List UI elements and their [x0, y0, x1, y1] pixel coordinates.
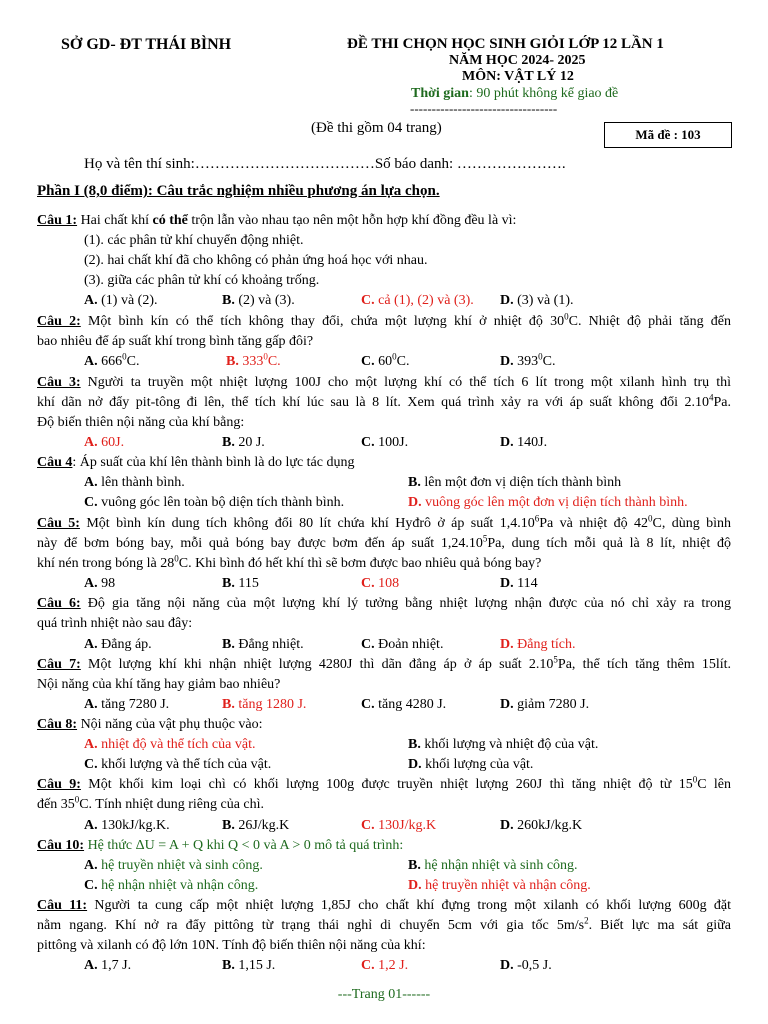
- question-9-cont: [37, 795, 731, 815]
- question-5-cont: [37, 534, 731, 554]
- q11-option-b: [222, 956, 275, 976]
- q1-option-b: [222, 291, 295, 311]
- question-text-bold: có thể: [152, 213, 188, 228]
- q10-option-b: [408, 856, 578, 876]
- question-text: Một bình kín dung tích không đổi 80 lít chứa khí Hyđrô ở áp suất 1,4.10: [79, 516, 535, 531]
- option-letter: D.: [500, 818, 514, 833]
- question-label: Câu 4: [37, 455, 73, 470]
- option-letter: A.: [84, 435, 98, 450]
- option-text: 115: [234, 576, 259, 591]
- q7-option-a: [84, 695, 169, 715]
- question-2-cont: bao nhiêu để áp suất khí trong bình tăng gấp đôi?: [37, 334, 314, 349]
- option-text: 114: [513, 576, 538, 591]
- question-text: Hai chất khí: [77, 213, 153, 228]
- option-letter: A.: [84, 737, 98, 752]
- option-text: 130J/kg.K: [374, 818, 437, 833]
- q8-option-d: [408, 755, 533, 775]
- option-letter: D.: [500, 354, 514, 369]
- page-footer: ---Trang 01------: [337, 987, 431, 1002]
- option-text: Đẳng áp.: [97, 637, 152, 652]
- question-text: nằm ngang. Khí nở ra đẩy pittông từ trạng thái nghỉ di chuyển 5cm với gia tốc 5m/s: [37, 918, 585, 933]
- question-text: Pa, dung tích mỗi quả là 8 lít, nhiệt độ: [487, 536, 731, 551]
- option-text: 60J.: [97, 435, 125, 450]
- question-text: Một bình kín có thể tích không thay đổi, chứa một lượng khí ở nhiệt độ 30: [80, 314, 565, 329]
- question-text: Một lượng khí khi nhận nhiệt lượng 4280J thì dãn đẳng áp ở áp suất 2.10: [80, 657, 554, 672]
- question-7-cont: Nội năng của khí tăng hay giảm bao nhiêu?: [37, 677, 281, 692]
- statement-2: (2). hai chất khí đã cho không có phản ứng hoá học với nhau.: [84, 253, 428, 268]
- option-text: vuông góc lên một đơn vị diện tích thành bình.: [421, 495, 688, 510]
- option-text: 100J.: [374, 435, 409, 450]
- q6-option-b: [222, 635, 304, 655]
- option-letter: C.: [361, 697, 375, 712]
- option-text: 1,7 J.: [97, 958, 132, 973]
- q7-option-c: [361, 695, 446, 715]
- option-letter: A.: [84, 697, 98, 712]
- option-letter: B.: [226, 354, 239, 369]
- option-letter: A.: [84, 637, 98, 652]
- option-letter: B.: [222, 958, 235, 973]
- option-text: 98: [97, 576, 116, 591]
- question-text: khí dãn nở đẩy pit-tông đi lên, thể tích khí lúc sau là 8 lít. Xem quá trình xảy ra với áp suất không đổi 2.10: [37, 395, 709, 410]
- q11-option-a: [84, 956, 131, 976]
- option-letter: D.: [500, 697, 514, 712]
- option-letter: C.: [361, 354, 375, 369]
- question-2: [37, 312, 731, 332]
- question-text: Người ta truyền một nhiệt lượng 100J cho một lượng khí có thể tích 6 lít trong một xilanh hình trụ thì: [80, 375, 732, 390]
- question-8: [37, 715, 731, 735]
- q1-option-d: [500, 291, 574, 311]
- question-label: Câu 7:: [37, 657, 81, 672]
- q7-option-d: [500, 695, 589, 715]
- q2-option-d: [500, 352, 555, 372]
- option-text: 1,2 J.: [374, 958, 409, 973]
- statement-1: (1). các phân tử khí chuyển động nhiệt.: [84, 233, 304, 248]
- option-text: khối lượng và nhiệt độ của vật.: [420, 737, 599, 752]
- question-text: đến 35: [37, 797, 75, 812]
- option-text: hệ nhận nhiệt và nhận công.: [97, 878, 259, 893]
- option-text: 26J/kg.K: [234, 818, 290, 833]
- option-text: 666: [97, 354, 123, 369]
- option-text: 140J.: [513, 435, 548, 450]
- option-letter: D.: [500, 435, 514, 450]
- option-text: (1) và (2).: [97, 293, 158, 308]
- question-text: Pa.: [713, 395, 731, 410]
- question-11-cont: [37, 916, 731, 936]
- q8-option-b: [408, 735, 598, 755]
- question-text: Hệ thức ΔU = A + Q khi Q < 0 và A > 0 mô tả quá trình:: [84, 838, 404, 853]
- option-letter: D.: [408, 757, 422, 772]
- q9-option-a: [84, 816, 170, 836]
- option-letter: B.: [408, 737, 421, 752]
- option-letter: B.: [222, 293, 235, 308]
- question-text: . Biết lực ma sát giữa: [588, 918, 731, 933]
- option-letter: C.: [361, 818, 375, 833]
- superscript: 0: [692, 774, 698, 785]
- question-3: [37, 373, 731, 393]
- option-text: vuông góc lên toàn bộ diện tích thành bình.: [97, 495, 345, 510]
- q8-option-a: [84, 735, 255, 755]
- q3-option-d: [500, 433, 547, 453]
- option-text: khối lượng của vật.: [421, 757, 534, 772]
- option-letter: D.: [500, 576, 514, 591]
- question-text: trộn lẫn vào nhau tạo nên một hỗn hợp khí đồng đều là vì:: [187, 213, 517, 228]
- option-text: hệ truyền nhiệt và sinh công.: [97, 858, 263, 873]
- question-1: [37, 211, 731, 231]
- q10-option-d: [408, 876, 591, 896]
- option-letter: B.: [222, 637, 235, 652]
- time-line: [411, 86, 618, 102]
- question-text: C. Khi bình đó hết khí thì sẽ bơm được bao nhiêu quả bóng bay?: [178, 556, 542, 571]
- q4-option-c: [84, 493, 344, 513]
- exam-code-box: Mã đề : 103: [604, 122, 732, 148]
- question-text: Pa và nhiệt độ 42: [539, 516, 648, 531]
- option-text: 1,15 J.: [234, 958, 276, 973]
- option-letter: B.: [408, 858, 421, 873]
- q7-option-b: [222, 695, 306, 715]
- q5-option-a: [84, 574, 115, 594]
- option-text: khối lượng và thể tích của vật.: [97, 757, 272, 772]
- q6-option-c: [361, 635, 443, 655]
- option-letter: B.: [222, 818, 235, 833]
- q3-option-c: [361, 433, 408, 453]
- question-label: Câu 6:: [37, 596, 81, 611]
- superscript: 6: [534, 513, 540, 524]
- question-10: [37, 836, 731, 856]
- question-6: [37, 594, 731, 614]
- question-text: : Áp suất của khí lên thành bình là do lực tác dụng: [72, 455, 355, 470]
- option-text: 108: [374, 576, 400, 591]
- option-letter: C.: [84, 495, 98, 510]
- question-3-cont2: Độ biến thiên nội năng của khí bằng:: [37, 415, 245, 430]
- superscript: 0: [122, 351, 127, 362]
- department-name: SỞ GD- ĐT THÁI BÌNH: [61, 36, 232, 53]
- option-text: 333: [238, 354, 264, 369]
- question-3-cont: [37, 393, 731, 413]
- section-heading: Phần I (8,0 điểm): Câu trắc nghiệm nhiều phương án lựa chọn.: [37, 183, 440, 199]
- q4-option-a: [84, 473, 185, 493]
- option-text: 20 J.: [234, 435, 265, 450]
- question-text: C. Tính nhiệt dung riêng của chì.: [79, 797, 265, 812]
- question-4: [37, 453, 731, 473]
- option-text: -0,5 J.: [513, 958, 552, 973]
- option-text: 60: [374, 354, 393, 369]
- q3-option-b: [222, 433, 265, 453]
- question-text: Người ta cung cấp một nhiệt lượng 1,85J cho chất khí đựng trong một xilanh có khối lượng 600g đặt: [87, 898, 731, 913]
- superscript: 2: [584, 915, 589, 926]
- option-letter: D.: [408, 878, 422, 893]
- option-text: lên thành bình.: [97, 475, 185, 490]
- q10-option-c: [84, 876, 258, 896]
- q6-option-a: [84, 635, 152, 655]
- q10-option-a: [84, 856, 263, 876]
- option-text: C.: [126, 354, 140, 369]
- school-year: NĂM HỌC 2024- 2025: [449, 53, 586, 68]
- option-letter: C.: [361, 637, 375, 652]
- option-letter: C.: [361, 293, 375, 308]
- option-text: Đẳng tích.: [513, 637, 576, 652]
- option-text: tăng 7280 J.: [97, 697, 170, 712]
- q5-option-b: [222, 574, 259, 594]
- q8-option-c: [84, 755, 271, 775]
- question-9: [37, 775, 731, 795]
- q3-option-a: [84, 433, 124, 453]
- option-text: Đoản nhiệt.: [374, 637, 444, 652]
- q5-option-d: [500, 574, 538, 594]
- superscript: 0: [263, 351, 268, 362]
- q9-option-d: [500, 816, 582, 836]
- header-divider: ----------------------------------: [410, 101, 558, 116]
- q6-option-d: [500, 635, 575, 655]
- time-label: Thời gian: [411, 86, 469, 101]
- superscript: 4: [709, 392, 714, 403]
- question-text: Nội năng của vật phụ thuộc vào:: [77, 717, 263, 732]
- q1-option-a: [84, 291, 158, 311]
- option-letter: D.: [500, 293, 514, 308]
- q11-option-c: [361, 956, 408, 976]
- option-letter: A.: [84, 858, 98, 873]
- superscript: 0: [564, 311, 569, 322]
- option-text: nhiệt độ và thể tích của vật.: [97, 737, 256, 752]
- option-text: C.: [396, 354, 410, 369]
- option-text: 260kJ/kg.K: [513, 818, 583, 833]
- question-text: Độ gia tăng nội năng của một lượng khí lý tưởng bằng nhiệt lượng nhận được của nó chỉ xảy ra trong: [80, 596, 731, 611]
- subject: MÔN: VẬT LÝ 12: [462, 69, 574, 84]
- option-text: tăng 4280 J.: [374, 697, 447, 712]
- option-text: hệ truyền nhiệt và nhận công.: [421, 878, 591, 893]
- option-letter: B.: [222, 576, 235, 591]
- pages-note: (Đề thi gồm 04 trang): [311, 120, 442, 136]
- option-letter: B.: [222, 697, 235, 712]
- option-letter: A.: [84, 354, 98, 369]
- superscript: 0: [392, 351, 397, 362]
- option-text: C.: [267, 354, 281, 369]
- option-text: giảm 7280 J.: [513, 697, 590, 712]
- q4-option-b: [408, 473, 621, 493]
- question-label: Câu 9:: [37, 777, 81, 792]
- option-text: 130kJ/kg.K.: [97, 818, 170, 833]
- question-text: Một khối kim loại chì có khối lượng 100g được truyền nhiệt lượng 260J thì tăng nhiệt độ từ 15: [80, 777, 693, 792]
- q1-option-c: [361, 291, 474, 311]
- option-letter: B.: [408, 475, 421, 490]
- question-6-cont: quá trình nhiệt nào sau đây:: [37, 616, 193, 631]
- question-7: [37, 655, 731, 675]
- question-5: [37, 514, 731, 534]
- question-label: Câu 8:: [37, 717, 78, 732]
- option-letter: D.: [408, 495, 422, 510]
- question-label: Câu 10:: [37, 838, 85, 853]
- superscript: 0: [648, 513, 653, 524]
- option-letter: A.: [84, 958, 98, 973]
- student-info-line: Họ và tên thí sinh:………………………………Số báo danh: ………………….: [84, 156, 566, 172]
- question-5-cont2: [37, 554, 731, 574]
- q4-option-d: [408, 493, 688, 513]
- time-value: : 90 phút không kể giao đề: [468, 86, 619, 101]
- statement-3: (3). giữa các phân tử khí có khoảng trống.: [84, 273, 320, 288]
- q9-option-c: [361, 816, 436, 836]
- q11-option-d: [500, 956, 552, 976]
- question-text: C. Nhiệt độ phải tăng đến: [568, 314, 731, 329]
- q2-option-a: [84, 352, 139, 372]
- superscript: 0: [538, 351, 543, 362]
- option-letter: A.: [84, 818, 98, 833]
- question-text: khí nén trong bóng là 28: [37, 556, 175, 571]
- option-text: (3) và (1).: [513, 293, 574, 308]
- question-text: Pa, thể tích tăng thêm 15lít.: [557, 657, 732, 672]
- option-text: C.: [542, 354, 556, 369]
- question-label: Câu 5:: [37, 516, 80, 531]
- option-text: lên một đơn vị diện tích thành bình: [420, 475, 622, 490]
- option-letter: D.: [500, 958, 514, 973]
- option-letter: A.: [84, 576, 98, 591]
- option-letter: A.: [84, 475, 98, 490]
- option-letter: C.: [84, 757, 98, 772]
- option-letter: C.: [361, 958, 375, 973]
- option-text: 393: [513, 354, 539, 369]
- question-11-cont2: pittông và xilanh có độ lớn 10N. Tính độ biến thiên nội năng của khí:: [37, 938, 426, 953]
- question-label: Câu 3:: [37, 375, 81, 390]
- question-text: này để bơm bóng bay, mỗi quả bóng bay được bơm đến áp suất 1,24.10: [37, 536, 483, 551]
- option-text: tăng 1280 J.: [234, 697, 307, 712]
- question-text: C, dùng bình: [652, 516, 732, 531]
- option-letter: C.: [361, 435, 375, 450]
- superscript: 5: [482, 533, 488, 544]
- question-label: Câu 2:: [37, 314, 81, 329]
- q2-option-b: [226, 352, 281, 372]
- option-text: cả (1), (2) và (3).: [374, 293, 474, 308]
- option-text: hệ nhận nhiệt và sinh công.: [420, 858, 578, 873]
- option-letter: C.: [84, 878, 98, 893]
- option-text: Đẳng nhiệt.: [234, 637, 304, 652]
- superscript: 0: [174, 553, 179, 564]
- option-text: (2) và (3).: [234, 293, 295, 308]
- question-text: C lên: [697, 777, 731, 792]
- q9-option-b: [222, 816, 289, 836]
- option-letter: B.: [222, 435, 235, 450]
- option-letter: C.: [361, 576, 375, 591]
- question-label: Câu 11:: [37, 898, 88, 913]
- superscript: 5: [553, 654, 558, 665]
- question-11: [37, 896, 731, 916]
- q5-option-c: [361, 574, 399, 594]
- exam-title: ĐỀ THI CHỌN HỌC SINH GIỎI LỚP 12 LẦN 1: [347, 36, 664, 52]
- question-label: Câu 1:: [37, 213, 78, 228]
- q2-option-c: [361, 352, 409, 372]
- superscript: 0: [74, 794, 80, 805]
- option-letter: A.: [84, 293, 98, 308]
- option-letter: D.: [500, 637, 514, 652]
